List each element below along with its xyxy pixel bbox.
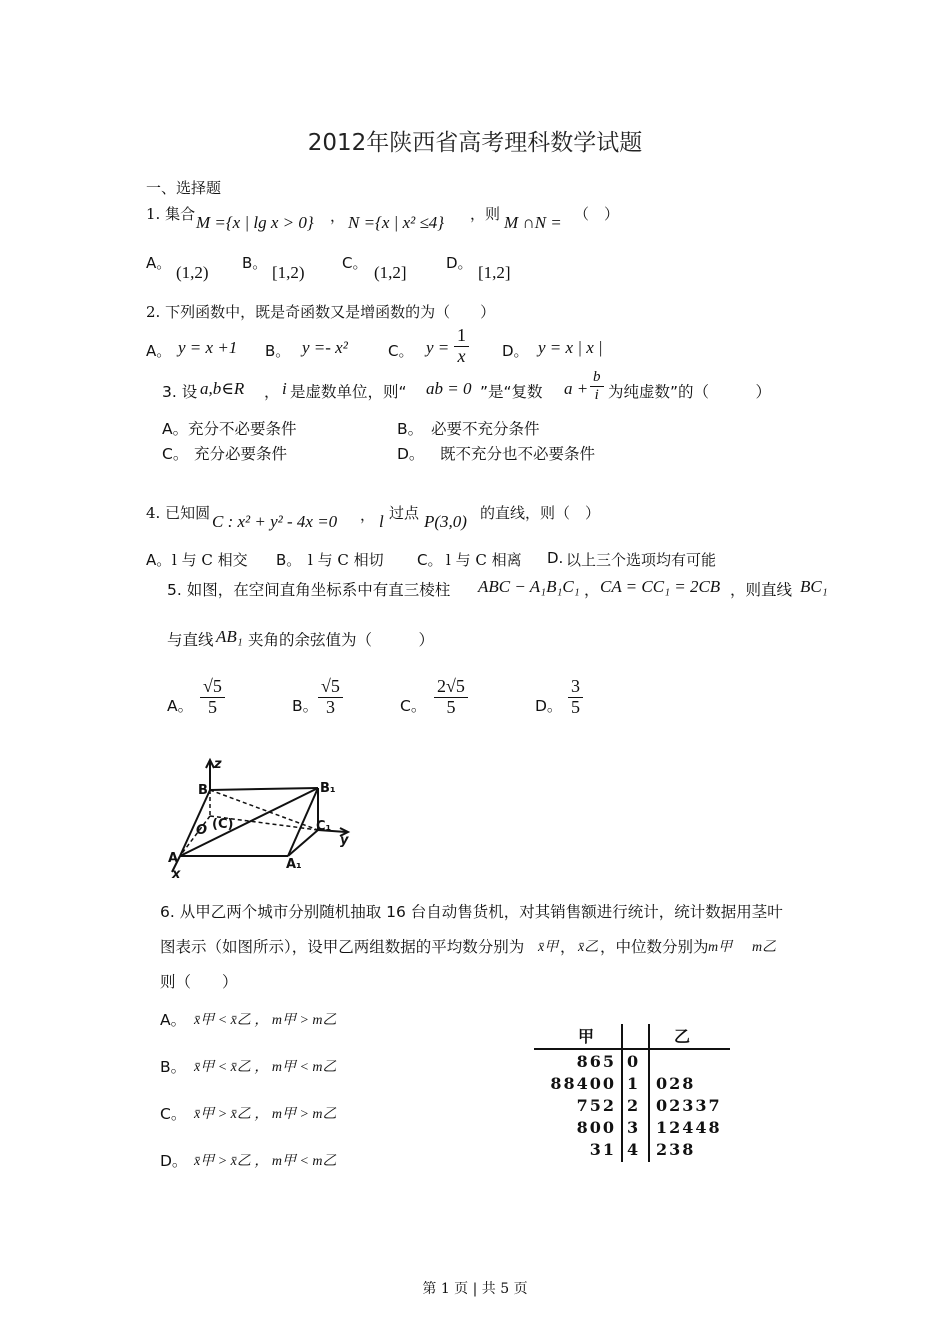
q3-option-b-text: 必要不充分条件 — [431, 420, 540, 438]
q1-option-d-label: D。 — [446, 254, 473, 272]
q3-stem-g: ”是“复数 — [480, 383, 543, 401]
q4-option-a-text: l 与 C 相交 — [172, 551, 248, 569]
stem-row-stem: 0 — [627, 1052, 639, 1071]
q2-option-c-den: x — [457, 345, 466, 366]
stem-leaf-table — [534, 1022, 734, 1164]
q1-option-c-value: (1,2] — [374, 263, 407, 282]
q4-circle: C : x² + y² - 4x =0 — [212, 512, 338, 531]
q5-ab1: AB₁ — [216, 627, 243, 646]
q6-option-d-label: D。 — [160, 1152, 188, 1170]
q2-option-a-label: A。 — [146, 342, 172, 360]
q6-option-d-text: x̄甲 > x̄乙 ， m甲 < m乙 — [194, 1154, 337, 1169]
q5-option-c-num: 2√5 — [434, 677, 468, 698]
q3-frac-num: b — [590, 369, 604, 387]
q1-option-b-label: B。 — [242, 254, 268, 272]
q3-stem-d: i — [282, 379, 287, 398]
q3-frac-den: i — [594, 386, 599, 403]
q2-option-c-fraction — [454, 326, 469, 367]
q2-option-a-value: y = x +1 — [178, 338, 238, 357]
q2-option-d-label: D。 — [502, 342, 529, 360]
stem-row-stem: 3 — [627, 1118, 639, 1137]
q5-option-a-label: A。 — [167, 697, 194, 715]
stem-header-right: 乙 — [674, 1027, 691, 1046]
fig-label-b: B — [198, 783, 208, 798]
q5-bc1: BC₁ — [800, 577, 828, 596]
q1-option-a-label: A。 — [146, 254, 172, 272]
q5-option-c-fraction — [434, 677, 468, 718]
q4-option-b-text: l 与 C 相切 — [308, 551, 384, 569]
q4-through: 过点 — [389, 504, 420, 522]
q3-stem-b: a,b∈R — [200, 379, 245, 398]
q3-option-d-label: D。 — [397, 445, 425, 463]
fig-label-a1: A₁ — [286, 857, 302, 872]
q1-set-n: N ={x | x² ≤4} — [348, 213, 445, 232]
q4-option-c-text: l 与 C 相离 — [446, 551, 522, 569]
q3-option-a-text: 充分不必要条件 — [188, 420, 297, 438]
q4-option-d-text: 以上三个选项均有可能 — [566, 551, 717, 569]
q1-option-c-label: C。 — [342, 254, 368, 272]
q5-option-a-fraction — [200, 677, 225, 718]
q5-option-d-den: 5 — [571, 696, 580, 717]
q3-stem-a: 3. 设 — [162, 383, 198, 401]
stem-row-left: 31 — [589, 1140, 616, 1159]
q2-option-b-label: B。 — [265, 342, 291, 360]
stem-row-left: 865 — [576, 1052, 616, 1071]
q6-m-yi: m乙 — [752, 940, 777, 955]
fig-label-b1: B₁ — [320, 781, 336, 796]
edge-a1-c1 — [288, 830, 318, 856]
q5-prism: ABC − A₁B₁C₁ — [478, 577, 580, 596]
q3-fraction — [590, 369, 604, 403]
q6-line2-b: ，中位数分别为 — [600, 938, 709, 956]
q5-option-b-fraction — [318, 677, 343, 718]
q6-line1: 6. 从甲乙两个城市分别随机抽取 16 台自动售货机，对其销售额进行统计，统计数据用茎叶 — [160, 903, 783, 921]
q4-option-b-label: B。 — [276, 551, 302, 569]
q1-option-b-value: [1,2) — [272, 263, 305, 282]
q3-option-b-label: B。 — [397, 420, 424, 438]
q5-option-b-den: 3 — [325, 696, 335, 717]
stem-row-stem: 1 — [627, 1074, 639, 1093]
q6-option-a-label: A。 — [160, 1011, 187, 1029]
stem-header-left: 甲 — [578, 1027, 595, 1046]
stem-row-left: 800 — [576, 1118, 616, 1137]
stem-row-stem: 2 — [627, 1096, 639, 1115]
fig-label-a: A — [168, 851, 179, 866]
q1-comma: ， — [330, 207, 346, 225]
q5-option-b-num: √5 — [318, 677, 343, 698]
q1-then: ，则 — [470, 205, 501, 223]
q1-stem-prefix: 1. 集合 — [146, 205, 196, 223]
q5-condition: CA = CC₁ = 2CB — [600, 577, 721, 596]
fig-label-c: (C) — [212, 817, 234, 832]
q5-option-d-label: D。 — [535, 697, 563, 715]
q5-line2-b: 夹角的余弦值为（ ） — [248, 631, 435, 649]
q6-option-c-text: x̄甲 > x̄乙 ， m甲 > m乙 — [194, 1107, 337, 1122]
stem-row-right: 238 — [656, 1140, 696, 1159]
q6-m-jia: m甲 — [708, 940, 733, 955]
q1-set-m: M ={x | lg x > 0} — [196, 213, 314, 232]
q2-option-c-num: 1 — [454, 326, 469, 347]
fig-label-y: y — [340, 833, 349, 848]
q5-stem-c: ，则直线 — [730, 581, 793, 599]
q3-stem-f: ab = 0 — [426, 379, 472, 398]
q4-option-c-label: C。 — [417, 551, 443, 569]
q3-stem-e: 是虚数单位，则“ — [290, 383, 407, 401]
q6-comma: ， — [560, 938, 576, 956]
fig-label-o: O — [196, 823, 208, 838]
stem-header-rule — [534, 1048, 730, 1050]
q5-prism-figure — [160, 752, 360, 882]
edge-a1-b1 — [288, 788, 318, 856]
page-title: 2012年陕西省高考理科数学试题 — [307, 130, 643, 156]
stem-row-right: 028 — [656, 1074, 696, 1093]
q6-line2-a: 图表示（如图所示），设甲乙两组数据的平均数分别为 — [160, 938, 525, 956]
stem-row-left: 752 — [576, 1096, 616, 1115]
q6-xbar-jia: x̄甲 — [538, 940, 559, 955]
q3-option-d-text: 既不充分也不必要条件 — [440, 445, 596, 463]
q4-option-a-label: A。 — [146, 551, 172, 569]
q2-stem: 2. 下列函数中，既是奇函数又是增函数的为（ ） — [146, 303, 496, 321]
stem-row-right: 02337 — [656, 1096, 722, 1115]
q5-option-d-fraction — [568, 677, 583, 718]
stem-row-right: 12448 — [656, 1118, 722, 1137]
q4-stem-prefix: 4. 已知圆 — [146, 504, 211, 522]
q3-option-a-label: A。 — [162, 420, 189, 438]
q6-line3: 则（ ） — [160, 973, 238, 991]
q3-stem-i: 为纯虚数”的（ ） — [608, 383, 772, 401]
fig-label-c1: C₁ — [316, 819, 332, 834]
q6-xbar-yi: x̄乙 — [578, 940, 599, 955]
q3-stem-c: ， — [264, 383, 280, 401]
q1-option-a-value: (1,2) — [176, 263, 209, 282]
q2-option-c-label: C。 — [388, 342, 414, 360]
q5-line2-a: 与直线 — [167, 631, 214, 649]
q5-option-a-num: √5 — [200, 677, 225, 698]
q4-point: P(3,0) — [424, 512, 467, 531]
edge-b-b1 — [210, 788, 318, 790]
q5-option-c-label: C。 — [400, 697, 427, 715]
fig-label-x: x — [172, 867, 181, 882]
stem-row-left: 88400 — [550, 1074, 616, 1093]
q5-stem-a: 5. 如图，在空间直角坐标系中有直三棱柱 — [167, 581, 451, 599]
q5-stem-b: ， — [584, 581, 600, 599]
q1-option-d-value: [1,2] — [478, 263, 511, 282]
q5-option-c-den: 5 — [446, 696, 456, 717]
section-heading: 一、选择题 — [146, 179, 222, 197]
q4-option-d-label: D. — [547, 549, 564, 567]
stem-divider-right — [648, 1024, 650, 1162]
q2-option-d-value: y = x | x | — [538, 338, 603, 357]
stem-divider-left — [621, 1024, 623, 1162]
q4-comma: ， — [360, 506, 376, 524]
q1-paren: （ ） — [574, 205, 620, 223]
q1-expr: M ∩N = — [504, 213, 562, 232]
q6-option-b-text: x̄甲 < x̄乙 ， m甲 < m乙 — [194, 1060, 337, 1075]
q3-option-c-label: C。 — [162, 445, 189, 463]
q3-stem-h: a + — [564, 379, 589, 398]
q5-option-d-num: 3 — [568, 677, 583, 698]
q6-option-a-text: x̄甲 < x̄乙 ， m甲 > m乙 — [194, 1013, 337, 1028]
stem-row-stem: 4 — [627, 1140, 639, 1159]
q6-option-c-label: C。 — [160, 1105, 187, 1123]
q3-option-c-text: 充分必要条件 — [194, 445, 288, 463]
q4-suffix: 的直线，则（ ） — [480, 504, 601, 522]
fig-label-z: z — [214, 757, 222, 772]
page-footer: 第 1 页 | 共 5 页 — [422, 1281, 528, 1297]
q4-line-l: l — [379, 512, 384, 531]
q5-option-a-den: 5 — [207, 696, 217, 717]
q2-option-b-value: y =- x² — [302, 338, 348, 357]
q2-option-c-prefix: y = — [426, 338, 450, 357]
q6-option-b-label: B。 — [160, 1058, 187, 1076]
q5-option-b-label: B。 — [292, 697, 319, 715]
